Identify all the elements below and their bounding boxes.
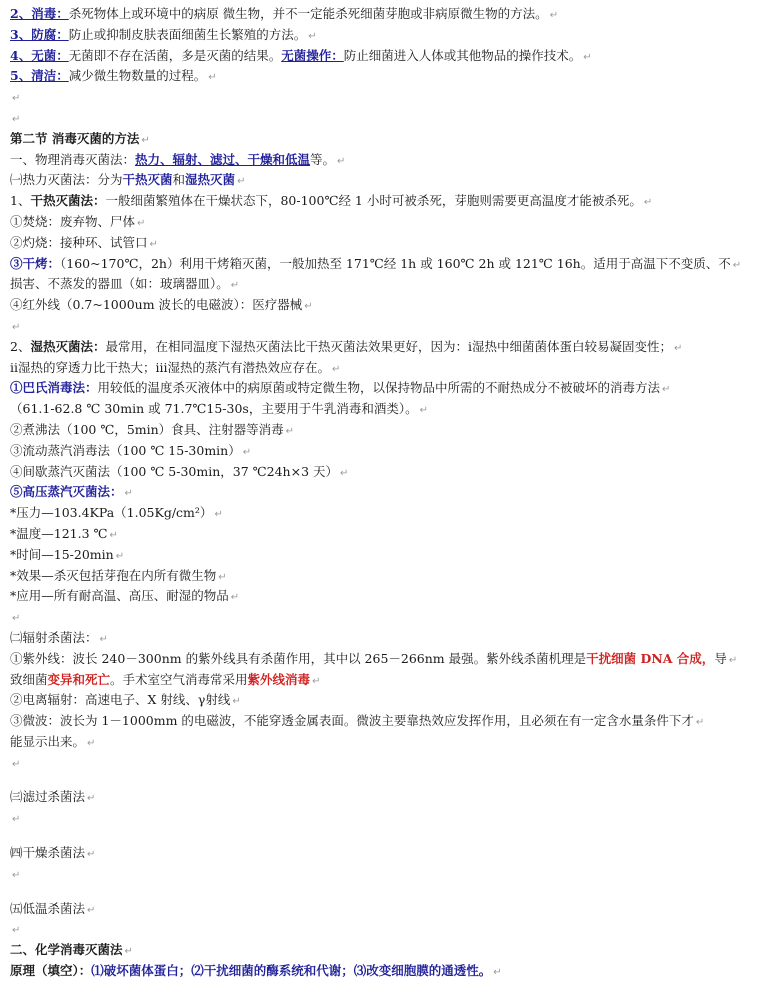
text-line bbox=[10, 274, 769, 295]
paragraph-mark-icon: ↵ bbox=[493, 967, 502, 979]
paragraph-mark-icon: ↵ bbox=[137, 217, 146, 229]
empty-line bbox=[10, 87, 769, 108]
text-run: *时间—15-20min bbox=[10, 546, 114, 562]
paragraph-mark-icon: ↵ bbox=[12, 613, 21, 625]
text-run: *效果—杀灭包括芽孢在内所有微生物 bbox=[10, 567, 217, 583]
term-highlight: 2、消毒： bbox=[10, 6, 69, 21]
text-run: ①焚烧：废弃物、尸体 bbox=[10, 213, 136, 229]
text-line bbox=[10, 337, 769, 358]
paragraph-mark-icon: ↵ bbox=[230, 592, 240, 604]
paragraph-mark-icon: ↵ bbox=[312, 675, 321, 687]
text-line bbox=[10, 129, 769, 150]
paragraph-mark-icon: ↵ bbox=[12, 869, 21, 881]
line-gap bbox=[10, 829, 769, 843]
empty-line bbox=[10, 108, 769, 129]
paragraph-mark-icon: ↵ bbox=[643, 197, 653, 209]
text-line bbox=[10, 711, 769, 732]
text-line bbox=[10, 150, 769, 171]
paragraph-mark-icon: ↵ bbox=[218, 571, 227, 583]
empty-line bbox=[10, 753, 769, 774]
paragraph-mark-icon: ↵ bbox=[230, 280, 240, 292]
text-line bbox=[10, 420, 769, 441]
key-point-red: 干扰细菌 DNA 合成， bbox=[586, 650, 715, 666]
text-run: 一、物理消毒灭菌法： bbox=[10, 151, 136, 167]
text-line bbox=[10, 503, 769, 524]
paragraph-mark-icon: ↵ bbox=[12, 814, 21, 826]
text-run: 防止细菌进入人体或其他物品的操作技术。 bbox=[343, 47, 582, 63]
term-highlight: 无菌操作： bbox=[281, 47, 344, 63]
term-highlight: ①巴氏消毒法： bbox=[10, 380, 98, 396]
text-run: ㈠热力灭菌法：分为 bbox=[10, 172, 123, 188]
text-run: 无菌即不存在活菌，多是灭菌的结果。 bbox=[68, 47, 282, 63]
text-run: ②煮沸法（100 ℃，5min）食具、注射器等消毒 bbox=[10, 421, 284, 437]
empty-line bbox=[10, 316, 769, 337]
text-run: （61.1-62.8 ℃ 30min 或 71.7℃15-30s，主要用于牛乳消毒和酒类）。 bbox=[10, 401, 418, 417]
empty-line bbox=[10, 607, 769, 628]
text-line bbox=[10, 961, 769, 982]
paragraph-mark-icon: ↵ bbox=[340, 467, 349, 479]
text-line bbox=[10, 358, 769, 379]
paragraph-mark-icon: ↵ bbox=[304, 301, 313, 313]
term-highlight: ③干烤： bbox=[10, 255, 61, 271]
text-run: 二、化学消毒灭菌法 bbox=[10, 942, 123, 958]
term-highlight: 湿热灭菌 bbox=[185, 172, 236, 188]
text-line bbox=[10, 462, 769, 483]
text-line bbox=[10, 212, 769, 233]
text-run: ㈢滤过杀菌法 bbox=[10, 789, 86, 805]
text-line bbox=[10, 690, 769, 711]
paragraph-mark-icon: ↵ bbox=[109, 529, 118, 541]
text-run: 致细菌 bbox=[10, 671, 48, 687]
text-run: 防止或抑制皮肤表面细菌生长繁殖的方法。 bbox=[68, 26, 307, 42]
text-line bbox=[10, 254, 769, 275]
paragraph-mark-icon: ↵ bbox=[99, 633, 108, 645]
text-run: ㈣干燥杀菌法 bbox=[10, 845, 86, 861]
paragraph-mark-icon: ↵ bbox=[87, 904, 96, 916]
term-highlight: 4、无菌： bbox=[10, 47, 69, 63]
text-line bbox=[10, 566, 769, 587]
paragraph-mark-icon: ↵ bbox=[208, 72, 217, 84]
text-run: ④间歇蒸汽灭菌法（100 ℃ 5-30min，37 ℃24h×3 天） bbox=[10, 463, 338, 479]
text-line bbox=[10, 670, 769, 691]
text-run: ①紫外线：波长 240－300nm 的紫外线具有杀菌作用，其中以 265－266nm 最强。紫外线杀菌机理是 bbox=[10, 650, 587, 666]
text-run: ②电离辐射：高速电子、X 射线、γ射线 bbox=[10, 692, 231, 708]
text-run: ②灼烧：接种环、试管口 bbox=[10, 234, 148, 250]
text-line bbox=[10, 295, 769, 316]
paragraph-mark-icon: ↵ bbox=[419, 405, 428, 417]
empty-line bbox=[10, 919, 769, 940]
text-line bbox=[10, 787, 769, 808]
term-highlight: 热力、辐射、滤过、干燥和低温 bbox=[135, 151, 311, 167]
paragraph-mark-icon: ↵ bbox=[337, 155, 346, 167]
paragraph-mark-icon: ↵ bbox=[549, 10, 559, 21]
text-line bbox=[10, 586, 769, 607]
text-run: ③流动蒸汽消毒法（100 ℃ 15-30min） bbox=[10, 442, 241, 458]
text-run: 湿热灭菌法： bbox=[30, 338, 106, 354]
text-line bbox=[10, 25, 769, 46]
paragraph-mark-icon: ↵ bbox=[285, 425, 295, 437]
paragraph-mark-icon: ↵ bbox=[12, 113, 21, 125]
paragraph-mark-icon: ↵ bbox=[12, 758, 21, 770]
text-run: 干热灭菌法： bbox=[30, 193, 106, 209]
paragraph-mark-icon: ↵ bbox=[87, 793, 96, 805]
text-line bbox=[10, 233, 769, 254]
text-run: 减少微生物数量的过程。 bbox=[68, 68, 207, 84]
paragraph-mark-icon: ↵ bbox=[232, 696, 241, 708]
text-line bbox=[10, 545, 769, 566]
paragraph-mark-icon: ↵ bbox=[695, 717, 705, 729]
empty-line bbox=[10, 808, 769, 829]
paragraph-mark-icon: ↵ bbox=[87, 849, 96, 861]
paragraph-mark-icon: ↵ bbox=[673, 342, 683, 354]
paragraph-mark-icon: ↵ bbox=[237, 176, 246, 188]
text-line bbox=[10, 46, 769, 67]
paragraph-mark-icon: ↵ bbox=[12, 93, 21, 105]
key-point-red: 变异和死亡 bbox=[47, 671, 111, 687]
paragraph-mark-icon: ↵ bbox=[332, 363, 341, 375]
text-line bbox=[10, 4, 769, 25]
text-run: 2、 bbox=[10, 338, 31, 354]
text-line bbox=[10, 899, 769, 920]
text-line bbox=[10, 191, 769, 212]
paragraph-mark-icon: ↵ bbox=[732, 259, 742, 271]
term-highlight: 5、清洁： bbox=[10, 68, 69, 84]
paragraph-mark-icon: ↵ bbox=[124, 488, 133, 500]
paragraph-mark-icon: ↵ bbox=[12, 321, 21, 333]
text-line bbox=[10, 66, 769, 87]
paragraph-mark-icon: ↵ bbox=[662, 384, 671, 396]
text-line bbox=[10, 843, 769, 864]
text-line bbox=[10, 170, 769, 191]
paragraph-mark-icon: ↵ bbox=[124, 946, 133, 958]
text-run: 杀死物体上或环境中的病原 微生物，并不一定能杀死细菌芽胞或非病原微生物的方法。 bbox=[68, 6, 548, 21]
text-run: （160~170℃，2h）利用干烤箱灭菌，一般加热至 171℃经 1h 或 160℃ 2h 或 121℃ 16h。适用于高温下不变质、不 bbox=[60, 255, 731, 271]
paragraph-mark-icon: ↵ bbox=[728, 654, 738, 666]
text-run: 最常用，在相同温度下湿热灭菌法比干热灭菌法效果更好，因为：ⅰ湿热中细菌菌体蛋白较易凝固变性； bbox=[105, 338, 672, 354]
term-highlight: ⑴破坏菌体蛋白；⑵干扰细菌的酶系统和代谢；⑶改变细胞膜的通透性。 bbox=[91, 963, 492, 979]
text-run: 第二节 消毒灭菌的方法 bbox=[10, 130, 140, 146]
text-line bbox=[10, 399, 769, 420]
text-run: 导 bbox=[714, 650, 727, 666]
text-run: *压力—103.4KPa（1.05Kg/cm²） bbox=[10, 505, 213, 521]
term-highlight: ⑤高压蒸汽灭菌法： bbox=[10, 484, 123, 500]
text-run: 等。 bbox=[310, 151, 336, 167]
paragraph-mark-icon: ↵ bbox=[141, 134, 150, 146]
text-run: 损害、不蒸发的器皿（如：玻璃器皿）。 bbox=[10, 276, 229, 292]
paragraph-mark-icon: ↵ bbox=[115, 550, 125, 562]
paragraph-mark-icon: ↵ bbox=[583, 51, 592, 63]
paragraph-mark-icon: ↵ bbox=[308, 30, 317, 42]
text-line bbox=[10, 441, 769, 462]
paragraph-mark-icon: ↵ bbox=[242, 446, 252, 458]
text-run: 。手术室空气消毒常采用 bbox=[110, 671, 248, 687]
text-run: ㈤低温杀菌法 bbox=[10, 900, 86, 916]
text-run: 原理（填空）： bbox=[10, 963, 92, 979]
text-run: 一般细菌繁殖体在干燥状态下，80-100℃经 1 小时可被杀死，芽胞则需要更高温度才能被杀死。 bbox=[105, 193, 642, 209]
text-run: *应用—所有耐高温、高压、耐湿的物品 bbox=[10, 588, 229, 604]
text-line bbox=[10, 482, 769, 503]
text-run: 用较低的温度杀灭液体中的病原菌或特定微生物，以保持物品中所需的不耐热成分不被破坏的消毒方法 bbox=[97, 380, 661, 396]
text-line bbox=[10, 649, 769, 670]
text-run: ③微波：波长为 1－1000mm 的电磁波，不能穿透金属表面。微波主要靠热效应发挥作用，且必须在有一定含水量条件下才 bbox=[10, 713, 694, 729]
key-point-red: 紫外线消毒 bbox=[247, 671, 311, 687]
paragraph-mark-icon: ↵ bbox=[87, 737, 96, 749]
term-highlight: 干热灭菌 bbox=[122, 172, 173, 188]
paragraph-mark-icon: ↵ bbox=[12, 925, 21, 937]
text-run: 和 bbox=[172, 172, 186, 188]
text-line bbox=[10, 628, 769, 649]
text-run: ⅱ湿热的穿透力比干热大；ⅲ湿热的蒸汽有潜热效应存在。 bbox=[10, 359, 330, 375]
text-line bbox=[10, 732, 769, 753]
text-run: 能显示出来。 bbox=[10, 733, 86, 749]
term-highlight: 3、防腐： bbox=[10, 26, 69, 42]
text-line bbox=[10, 524, 769, 545]
text-line bbox=[10, 378, 769, 399]
text-run: 1、 bbox=[10, 193, 31, 209]
line-gap bbox=[10, 773, 769, 787]
paragraph-mark-icon: ↵ bbox=[214, 509, 223, 521]
empty-line bbox=[10, 864, 769, 885]
paragraph-mark-icon: ↵ bbox=[149, 238, 158, 250]
text-run: ㈡辐射杀菌法： bbox=[10, 629, 98, 645]
line-gap bbox=[10, 885, 769, 899]
text-run: ④红外线（0.7~1000um 波长的电磁波）：医疗器械 bbox=[10, 297, 303, 313]
text-run: *温度—121.3 ℃ bbox=[10, 525, 108, 541]
